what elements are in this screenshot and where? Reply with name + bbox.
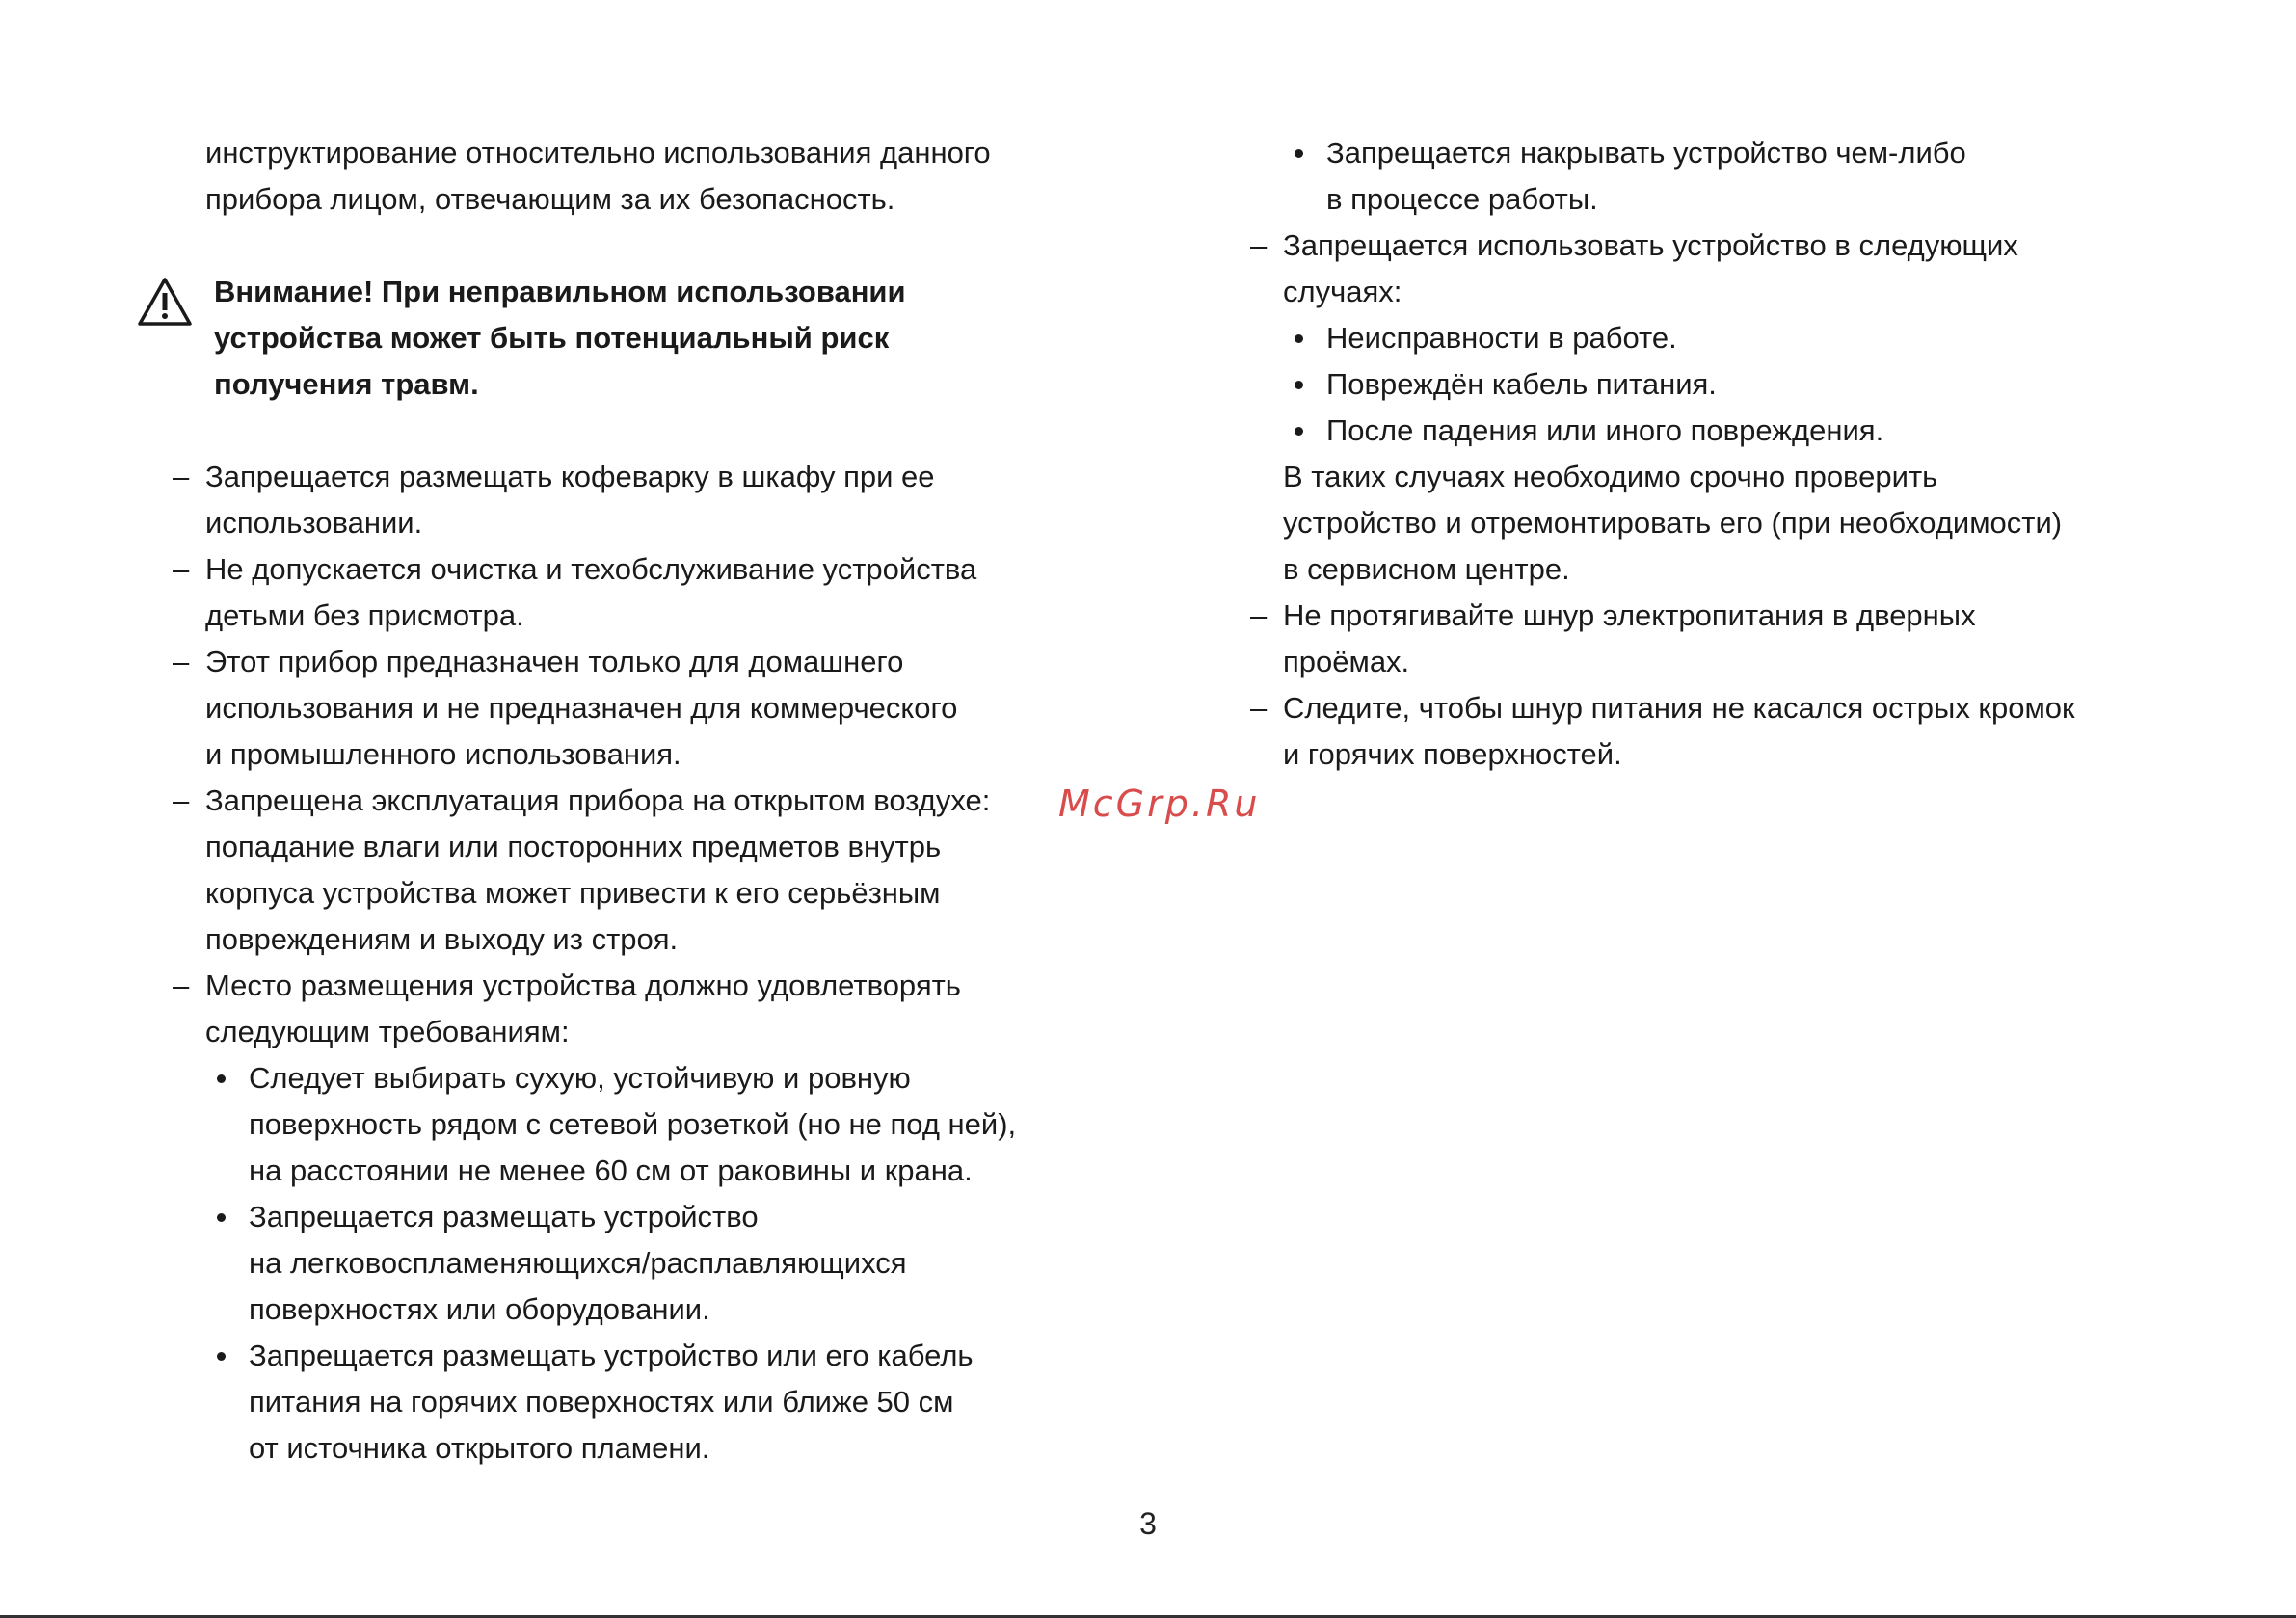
bullet-item: Следует выбирать сухую, устойчивую и ровную поверхность рядом с сетевой розеткой (но не под ней), на расстоянии не менее 60 см от раковины и крана. (159, 1055, 1108, 1194)
bullet-dot (217, 1074, 226, 1083)
bullet-dot (217, 1352, 226, 1361)
dash-marker: – (173, 645, 190, 678)
warning-line: получения травм. (214, 367, 479, 401)
warning-line: Внимание! При неправильном использовании (214, 275, 906, 308)
warning-block (159, 269, 1108, 408)
bullet-item: После падения или иного повреждения. (1237, 408, 2201, 454)
bullet-item: Повреждён кабель питания. (1237, 361, 2201, 408)
bullet-dot (1295, 149, 1303, 158)
watermark: McGrp.Ru (1058, 782, 1261, 825)
list-item: – Не допускается очистка и техобслуживание устройства детьми без присмотра. (159, 546, 1108, 639)
warning-triangle-icon (137, 277, 193, 327)
bullet-dot (1295, 334, 1303, 343)
right-column (1237, 130, 2201, 778)
bullet-item: Запрещается размещать устройство или его кабель питания на горячих поверхностях или ближе 50 см от источника открытого пламени. (159, 1333, 1108, 1472)
list-item: – Не протягивайте шнур электропитания в дверных проёмах. (1237, 593, 2201, 685)
page-number: 3 (1139, 1506, 1157, 1541)
bullet-dot (1295, 381, 1303, 389)
list-item: – Запрещается использовать устройство в следующих случаях: (1237, 223, 2201, 315)
dash-marker: – (173, 552, 190, 586)
bullet-item: Неисправности в работе. (1237, 315, 2201, 361)
bullet-item: Запрещается накрывать устройство чем-либо в процессе работы. (1237, 130, 2201, 223)
list-item: – Запрещается размещать кофеварку в шкафу при ее использовании. (159, 454, 1108, 546)
bullet-item: Запрещается размещать устройство на легковоспламеняющихся/расплавляющихся поверхностях или оборудовании. (159, 1194, 1108, 1333)
dash-marker: – (173, 968, 190, 1002)
note-paragraph: В таких случаях необходимо срочно проверить устройство и отремонтировать его (при необходимости) в сервисном центре. (1283, 460, 2063, 586)
dash-marker: – (173, 783, 190, 817)
bullet-dot (1295, 427, 1303, 436)
warning-line: устройства может быть потенциальный риск (214, 321, 890, 355)
bullet-dot (217, 1213, 226, 1222)
list-item: – Место размещения устройства должно удовлетворять следующим требованиям: (159, 963, 1108, 1055)
dash-marker: – (1250, 228, 1268, 262)
list-item: – Этот прибор предназначен только для домашнего использования и не предназначен для коммерческого и промышленного использования. (159, 639, 1108, 778)
dash-marker: – (1250, 691, 1268, 725)
left-column (159, 130, 1108, 1472)
list-item: – Запрещена эксплуатация прибора на открытом воздухе: попадание влаги или посторонних предметов внутрь корпуса устройства может привести к его серьёзным повреждениям и выходу из строя. (159, 778, 1108, 963)
dash-marker: – (1250, 598, 1268, 632)
intro-paragraph: инструктирование относительно использования данного прибора лицом, отвечающим за их безопасность. (205, 136, 991, 216)
list-item: – Следите, чтобы шнур питания не касался острых кромок и горячих поверхностей. (1237, 685, 2201, 778)
dash-marker: – (173, 460, 190, 493)
